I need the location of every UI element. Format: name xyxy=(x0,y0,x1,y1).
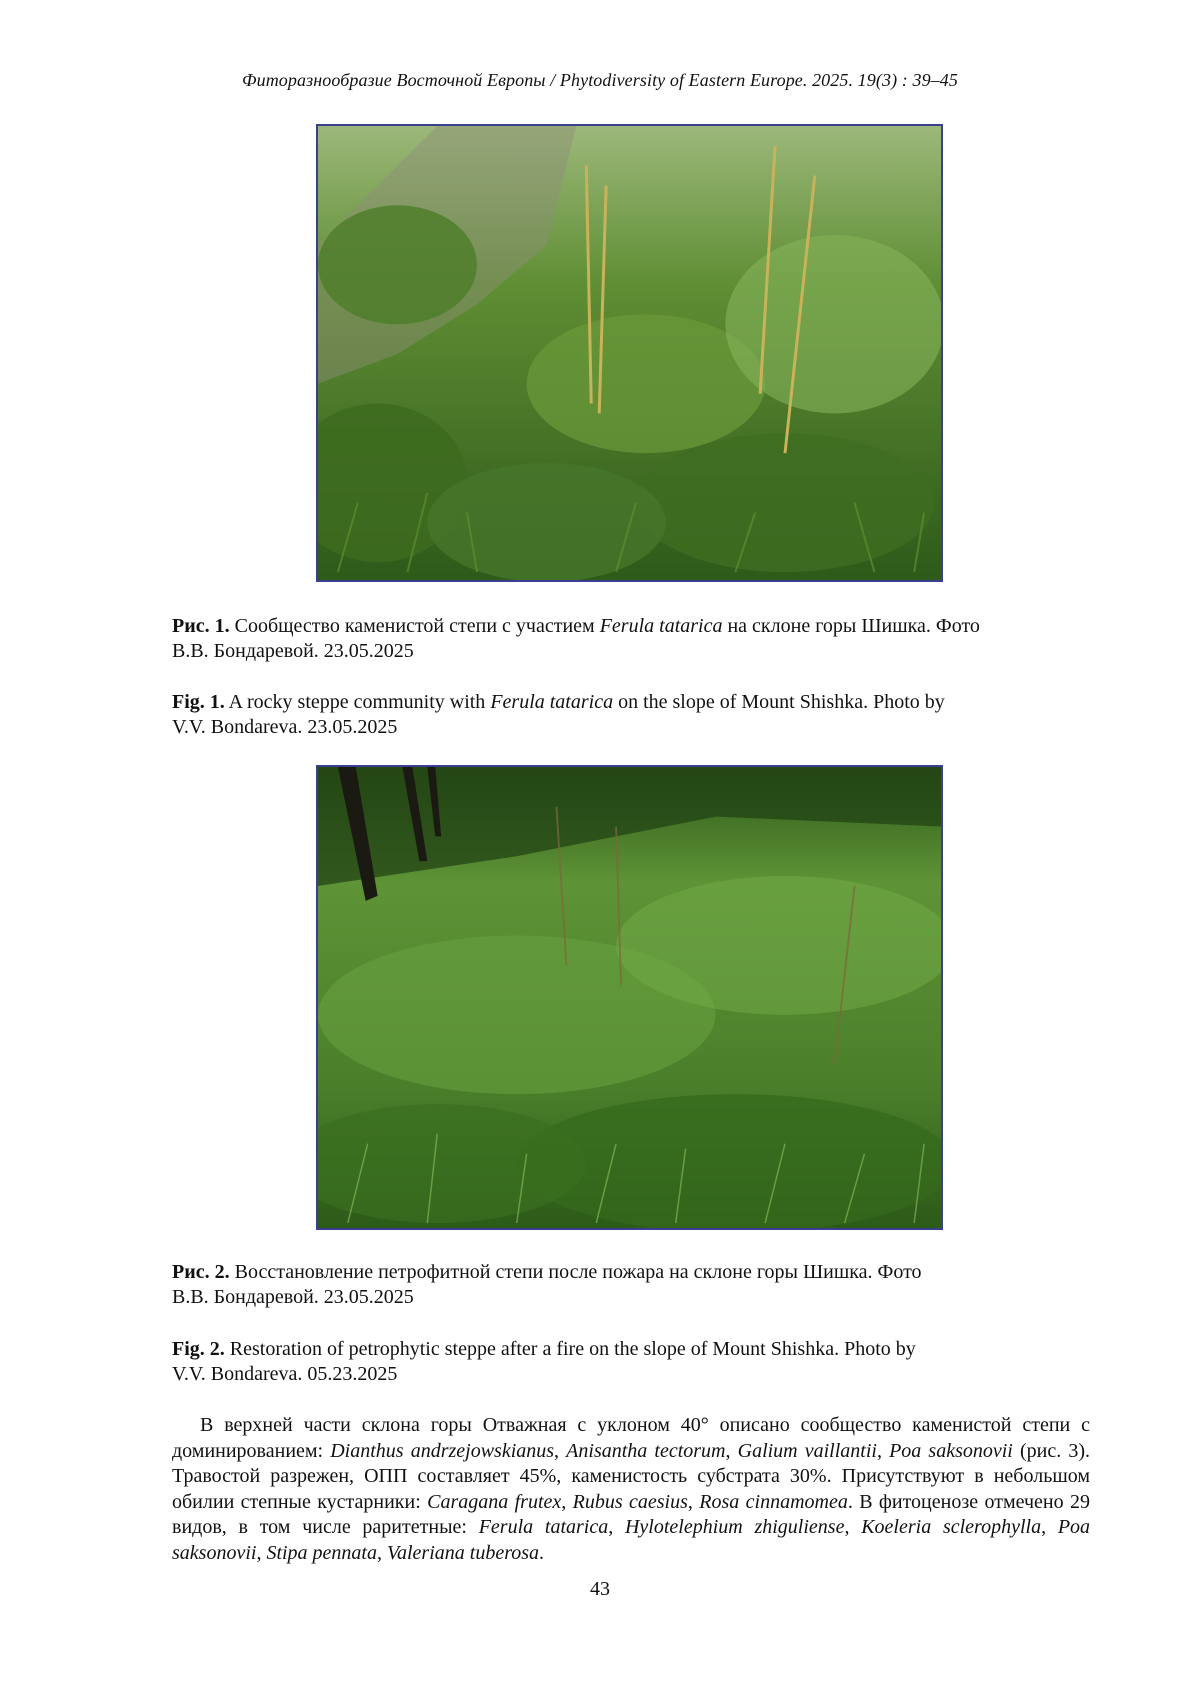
paragraph-text: , xyxy=(687,1490,700,1513)
figure-2-caption-en xyxy=(172,1337,1090,1387)
species-name: Ferula tatarica xyxy=(490,691,614,713)
journal-header: Фиторазнообразие Восточной Европы / Phytodiversity of Eastern Europe. 2025. 19(3) : 39–45 xyxy=(242,70,958,90)
figure-1-photo xyxy=(316,124,943,582)
paragraph-text: В верхней части склона горы Отважная с уклоном 40° описано сообщество каменистой степи с доминированием: xyxy=(172,1414,1090,1462)
figure-2-caption-ru xyxy=(172,1260,1090,1310)
paragraph-text: (рис. 3). Травостой разрежен, ОПП составляет 45%, каменистость субстрата 30%. Присутствуют в небольшом обилии степные кустарники: xyxy=(172,1439,1091,1513)
species-name: Ferula tatarica xyxy=(478,1516,609,1538)
page-number: 43 xyxy=(590,1578,610,1600)
paragraph-text: , xyxy=(554,1439,567,1462)
paragraph-text: , xyxy=(376,1541,387,1564)
species-name: Valeriana tuberosa xyxy=(386,1541,540,1564)
species-name: Stipa pennata xyxy=(266,1541,377,1564)
caption-text: Сообщество каменистой степи с участием xyxy=(229,615,600,637)
caption-text: on the slope of Mount Shishka. Photo by xyxy=(613,691,945,713)
paragraph-text: , xyxy=(608,1516,625,1538)
species-name: Poa saksonovii xyxy=(172,1516,1091,1564)
paragraph-text: . xyxy=(539,1541,545,1564)
species-name: Hylotelephium zhiguliense xyxy=(624,1516,845,1538)
caption-label: Рис. 1. xyxy=(172,615,230,637)
body-paragraph xyxy=(172,1413,1090,1566)
caption-label: Рис. 2. xyxy=(172,1261,230,1283)
caption-credit: В.В. Бондаревой. 23.05.2025 xyxy=(172,640,414,662)
species-name: Rubus caesius xyxy=(572,1490,688,1513)
figure-1-caption-en xyxy=(172,690,1090,740)
caption-credit: V.V. Bondareva. 23.05.2025 xyxy=(172,716,398,738)
paragraph-text: , xyxy=(256,1541,267,1564)
paragraph-text: , xyxy=(1041,1516,1058,1538)
paragraph-text: , xyxy=(561,1490,573,1513)
rocky-steppe-image xyxy=(318,126,941,580)
caption-text: Восстановление петрофитной степи после пожара на склоне горы Шишка. Фото xyxy=(229,1261,922,1283)
paragraph-text: , xyxy=(844,1516,862,1538)
species-name: Koeleria sclerophylla xyxy=(861,1516,1042,1538)
caption-label: Fig. 1. xyxy=(172,691,225,713)
species-name: Caragana frutex xyxy=(427,1490,562,1513)
species-name: Poa saksonovii xyxy=(889,1439,1013,1462)
paragraph-text: , xyxy=(876,1439,890,1462)
caption-credit: В.В. Бондаревой. 23.05.2025 xyxy=(172,1286,414,1308)
paragraph-text: . В фитоценозе отмечено 29 видов, в том числе раритетные: xyxy=(172,1490,1090,1538)
caption-label: Fig. 2. xyxy=(172,1338,225,1360)
caption-text: на склоне горы Шишка. Фото xyxy=(722,615,980,637)
figure-2-photo xyxy=(316,765,943,1230)
species-name: Rosa cinnamomea xyxy=(699,1490,848,1513)
paragraph-text: , xyxy=(725,1439,738,1462)
restored-steppe-image xyxy=(318,767,941,1228)
figure-1-caption-ru xyxy=(172,614,1090,664)
species-name: Anisantha tectorum xyxy=(566,1439,726,1462)
species-name: Dianthus andrzejowskianus xyxy=(330,1439,555,1462)
caption-text: A rocky steppe community with xyxy=(224,691,491,713)
species-name: Galium vaillantii xyxy=(737,1439,877,1462)
caption-text: Restoration of petrophytic steppe after a fire on the slope of Mount Shishka. Photo by xyxy=(224,1338,916,1360)
species-name: Ferula tatarica xyxy=(599,615,723,637)
caption-credit: V.V. Bondareva. 05.23.2025 xyxy=(172,1363,398,1385)
